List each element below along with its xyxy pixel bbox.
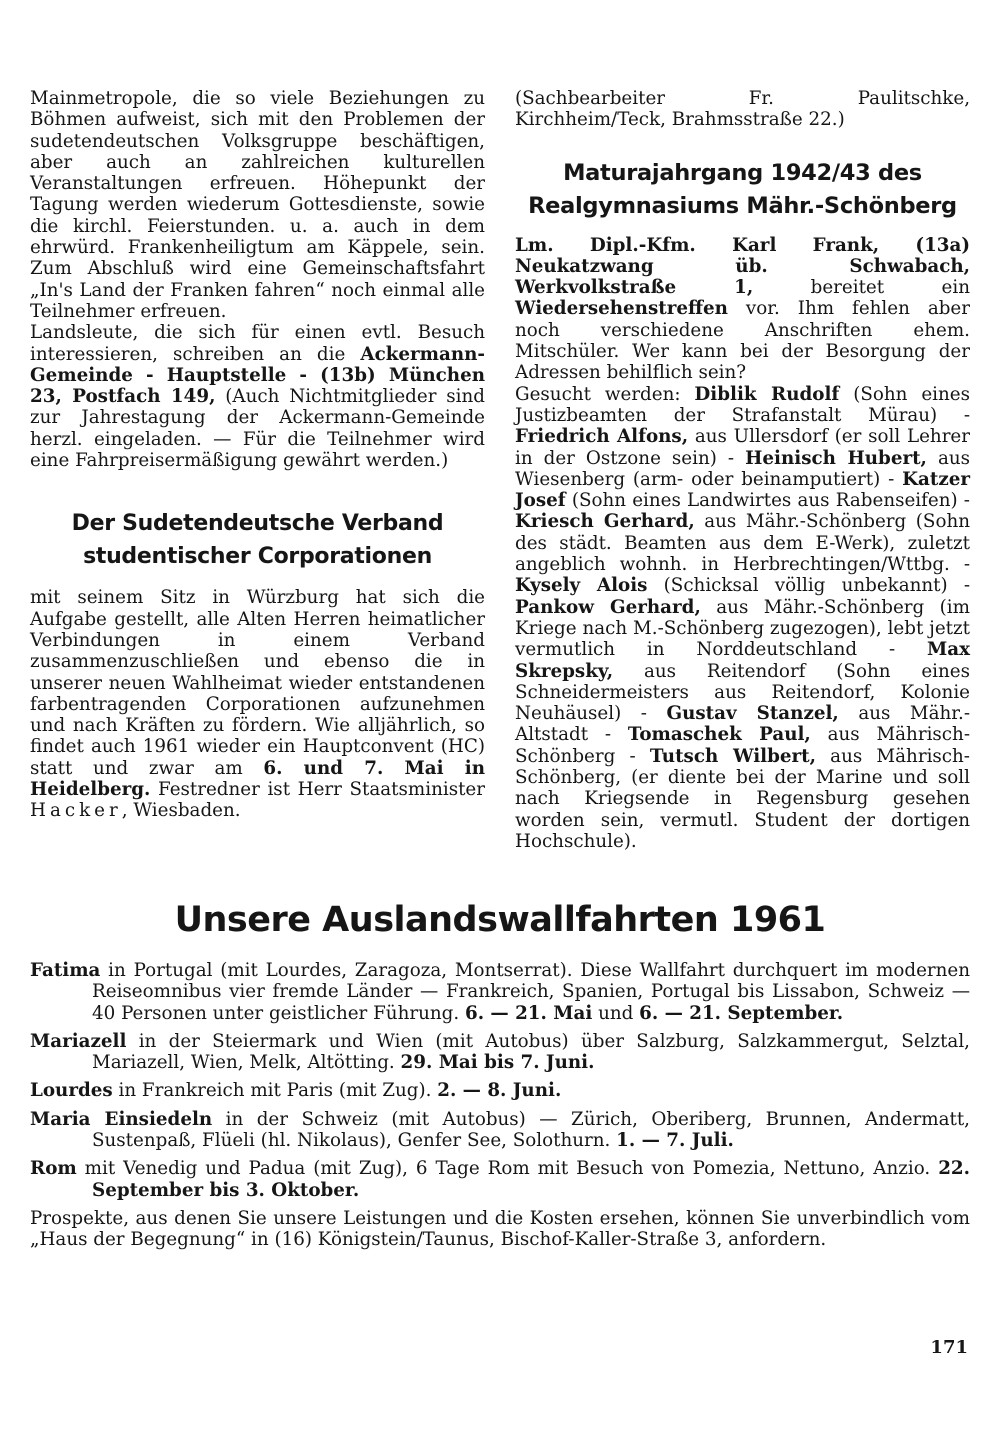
person-name: Max Skrepsky, <box>515 639 970 682</box>
left-paragraph-1: Mainmetropole, die so viele Beziehungen zu Böhmen aufweist, sich mit den Problemen der sudetendeutschen Volksgruppe beschäftigen, aber auch an zahlreichen kulturellen Veranstaltungen erfreuen. Höhepunkt der Tagung werden wiederum Gottesdienste, sowie die kirchl. Feierstunden. u. a. auch in dem ehrwürd. Frankenheiligtum am Käppele, sein. Zum Abschluß wird eine Gemeinschaftsfahrt „In's Land der Franken fahren“ noch einmal alle Teilnehmer erfreuen. <box>30 88 485 322</box>
main-title: Unsere Auslandswallfahrten 1961 <box>174 900 826 940</box>
person-name: Tutsch Wilbert, <box>649 745 816 767</box>
left-paragraph-2 <box>30 322 485 471</box>
trip-place: Fatima <box>30 960 101 981</box>
trip-place: Maria Einsiedeln <box>30 1108 213 1130</box>
trip-place: Lourdes <box>30 1080 113 1102</box>
p3-text-c: Festredner ist Herr Staatsminister <box>150 779 485 801</box>
person-name: Katzer Josef <box>515 468 970 512</box>
right-paragraph-1: (Sachbearbeiter Fr. Paulitschke, Kirchheim/Teck, Brahmsstraße 22.) <box>515 88 970 131</box>
p2-text-c: (Auch Nichtmitglieder sind zur Jahrestagung der Ackermann-Gemeinde herzl. eingeladen. — Für die Teilnehmer wird eine Fahrpreisermäßigung gewährt werden.) <box>30 386 485 472</box>
trip-text: und <box>592 1002 640 1024</box>
trip-dates: 6. — 21. September. <box>639 1002 844 1024</box>
text: aus Mähr.-Schönberg (Sohn des städt. Beamten aus dem E-Werk), zuletzt angeblich wohnh. in Herbrechtingen/Wttbg. - <box>515 511 970 576</box>
trip-dates: 1. — 7. Juli. <box>616 1130 734 1152</box>
text: bereitet ein <box>753 277 970 299</box>
text: aus Mähr.-Altstadt - <box>515 703 971 746</box>
person-name: Kriesch Gerhard, <box>515 511 695 533</box>
text: Gesucht werden: <box>515 383 695 405</box>
text: aus Mährisch-Schönberg - <box>515 724 970 767</box>
text: (Sohn eines Landwirtes aus Rabenseifen) - <box>565 490 970 512</box>
p2-text-a: Landsleute, die sich für einen evtl. Besuch interessieren, schreiben an die <box>30 322 485 365</box>
trip-place: Rom <box>30 1158 77 1180</box>
person-name: Friedrich Alfons, <box>515 426 689 448</box>
heading-line-1: Der Sudetendeutsche Verband <box>71 511 444 537</box>
person-name: Kysely Alois <box>515 575 648 597</box>
trip-item-rom <box>30 1158 970 1201</box>
heading-line-2: Realgymnasiums Mähr.-Schönberg <box>528 192 957 219</box>
text: aus Wiesenberg (arm- oder beinamputiert) - <box>515 447 971 490</box>
text: aus Mährisch-Schönberg, (er diente bei der Marine und soll nach Kriegsende in Regensburg gesehen worden sein, vermutl. Student der dortigen Hochschule). <box>515 745 970 852</box>
trip-item-lourdes <box>30 1080 970 1101</box>
trip-dates: 6. — 21. Mai <box>464 1002 593 1024</box>
left-column <box>30 88 485 822</box>
page-number: 171 <box>930 1337 968 1358</box>
text: vor. Ihm fehlen aber noch verschiedene Anschriften ehem. Mitschüler. Wer kann bei der Besorgung der Adressen behilflich sein? <box>515 298 970 384</box>
section-heading-verband <box>30 507 485 573</box>
section-heading-maturajahrgang <box>515 157 970 223</box>
p3-dates: 6. und 7. Mai in Heidelberg. <box>30 757 485 801</box>
trip-item-mariazell <box>30 1031 970 1074</box>
text: aus Ullersdorf (er soll Lehrer in der Ostzone sein) - <box>515 426 970 469</box>
trip-dates: 2. — 8. Juni. <box>437 1080 562 1102</box>
closing-note: Prospekte, aus denen Sie unsere Leistungen und die Kosten ersehen, können Sie unverbindlich vom „Haus der Begegnung“ in (16) Königstein/Taunus, Bischof-Kaller-Straße 3, anfordern. <box>30 1207 970 1251</box>
right-paragraph-3 <box>515 384 970 853</box>
trip-item-fatima <box>30 960 970 1024</box>
trip-item-maria-einsiedeln <box>30 1109 970 1152</box>
right-paragraph-2 <box>515 235 970 384</box>
text: (Sohn eines Justizbeamten der Strafanstalt Mürau) - <box>515 383 970 426</box>
text: (Schicksal völlig unbekannt) - <box>647 575 971 597</box>
trip-dates: 22. September bis 3. Oktober. <box>92 1158 970 1201</box>
p3-text-d: , Wiesbaden. <box>121 800 241 822</box>
person-name: Pankow Gerhard, <box>515 596 701 618</box>
p3-name-spaced: Hacker <box>30 800 122 822</box>
trip-text: in Portugal (mit Lourdes, Zaragoza, Montserrat). Diese Wallfahrt durchquert im modernen Reiseomnibus vier fremde Länder — Frankreich, Spanien, Portugal bis Lissabon, Schweiz — 40 Personen unter geistlicher Führung. <box>92 960 970 1024</box>
trip-place: Mariazell <box>30 1030 127 1052</box>
person-name: Heinisch Hubert, <box>745 447 927 469</box>
heading-line-1: Maturajahrgang 1942/43 des <box>563 159 922 186</box>
trip-text: in der Schweiz (mit Autobus) — Zürich, Oberiberg, Brunnen, Andermatt, Sustenpaß, Flüeli (hl. Nikolaus), Genfer See, Solothurn. <box>92 1108 970 1152</box>
person-name: Tomaschek Paul, <box>627 724 811 746</box>
text: aus Mähr.-Schönberg (im Kriege nach M.-Schönberg zugezogen), lebt jetzt vermutlich in Norddeutschland - <box>515 596 970 661</box>
organizer: Lm. Dipl.-Kfm. Karl Frank, (13a) Neukatzwang üb. Schwabach, Werkvolkstraße 1, <box>515 234 970 299</box>
event-name: Wiedersehenstreffen <box>515 298 728 320</box>
trip-dates: 29. Mai bis 7. Juni. <box>400 1052 595 1074</box>
text: aus Reitendorf (Sohn eines Schneidermeisters aus Reitendorf, Kolonie Neuhäusel) - <box>515 660 970 725</box>
trip-text: in der Steiermark und Wien (mit Autobus) über Salzburg, Salzkammergut, Selztal, Mariazell, Wien, Melk, Altötting. <box>92 1030 970 1074</box>
heading-line-2: studentischer Corporationen <box>83 544 432 570</box>
trip-text: mit Venedig und Padua (mit Zug), 6 Tage Rom mit Besuch von Pomezia, Nettuno, Anzio. <box>76 1158 939 1180</box>
right-column <box>515 88 970 852</box>
person-name: Gustav Stanzel, <box>666 703 839 725</box>
p3-text-a: mit seinem Sitz in Würzburg hat sich die Aufgabe gestellt, alle Alten Herren heimatlicher Verbindungen in einem Verband zusammenzuschließen und ebenso die in unserer neuen Wahlheimat wieder entstandenen farbentragenden Corporationen aufzunehmen und nach Kräften zu fördern. Wie alljährlich, so findet auch 1961 wieder ein Hauptconvent (HC) statt und zwar am <box>30 587 485 779</box>
trip-text: in Frankreich mit Paris (mit Zug). <box>112 1080 438 1102</box>
p2-address: Ackermann-Gemeinde - Hauptstelle - (13b) München 23, Postfach 149, <box>30 343 485 408</box>
person-name: Diblik Rudolf <box>694 383 840 405</box>
pilgrimage-list <box>30 960 970 1251</box>
left-paragraph-3 <box>30 587 485 821</box>
